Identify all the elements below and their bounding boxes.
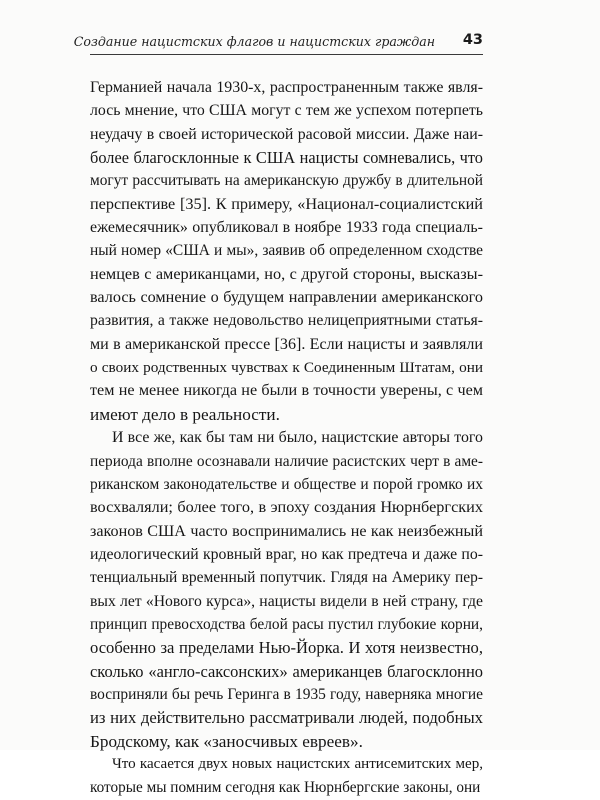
paragraph	[90, 753, 483, 800]
text-line: имеют дело в реальности.	[90, 404, 280, 424]
text-line: Бродскому, как «заносчивых евреев».	[90, 731, 363, 751]
text-line: могут рассчитывать на американскую дружбу в длительной	[90, 172, 483, 190]
text-line: Что касается двух новых нацистских антисемитских мер,	[112, 755, 483, 772]
text-line: принцип превосходства белой расы пустил глубокие корни,	[90, 615, 483, 633]
paragraph	[90, 76, 483, 426]
text-line: из них действительно рассматривали людей, подобных	[90, 708, 483, 728]
running-header-title: Создание нацистских флагов и нацистских граждан	[73, 34, 435, 49]
text-line: ми в американской прессе [36]. Если нацисты и заявляли	[90, 335, 483, 353]
text-line: лось мнение, что США могут с тем же успехом потерпеть	[90, 102, 483, 120]
text-line: Германией начала 1930-х, распространенным также явля-	[90, 79, 483, 96]
text-line: валось сомнение о будущем направлении американского	[90, 288, 483, 307]
text-line: ежемесячник» опубликовал в ноябре 1933 года специаль-	[90, 219, 483, 237]
text-line: тем не менее никогда не были в точности уверены, с чем	[90, 382, 483, 400]
running-header	[73, 32, 483, 55]
paragraph	[90, 426, 483, 753]
text-line: риканском законодательстве и обществе и порой громко их	[90, 475, 483, 493]
text-line: тенциальный временный попутчик. Глядя на Америку пер-	[90, 569, 483, 587]
text-line: периода вполне осознавали наличие расистских черт в аме-	[90, 452, 483, 470]
text-line: немцев с американцами, но, с другой стороны, высказы-	[90, 264, 483, 283]
text-line: идеологический кровный враг, но как предтеча и даже по-	[90, 545, 483, 563]
text-line: сколько «англо-саксонских» американцев благосклонно	[90, 661, 483, 681]
text-line: особенно за пределами Нью-Йорка. И хотя неизвестно,	[90, 638, 483, 658]
text-line: перспективе [35]. К примеру, «Национал-социалистский	[90, 194, 483, 213]
text-line: более благосклонные к США нацисты сомневались, что	[90, 148, 483, 168]
text-line: которые мы помним сегодня как Нюрнбергские законы, они	[90, 779, 481, 797]
text-line: развития, а также недовольство нелицеприятными статья-	[90, 312, 483, 330]
text-line: И все же, как бы там ни было, нацистские авторы того	[112, 429, 483, 447]
text-line: о своих родственных чувствах к Соединенным Штатам, они	[90, 359, 483, 377]
text-line: вых лет «Нового курса», нацисты видели в ней страну, где	[90, 592, 483, 610]
text-line: восприняли бы речь Геринга в 1935 году, наверняка многие	[90, 685, 483, 703]
body-text	[90, 76, 483, 800]
page-number: 43	[462, 32, 483, 48]
text-line: ный номер «США и мы», заявив об определенном сходстве	[90, 242, 483, 260]
text-line: восхваляли; более того, в эпоху создания Нюрнбергских	[90, 498, 483, 517]
text-line: неудачу в своей исторической расовой миссии. Даже наи-	[90, 125, 483, 143]
text-line: законов США часто воспринимались не как неизбежный	[90, 522, 483, 540]
